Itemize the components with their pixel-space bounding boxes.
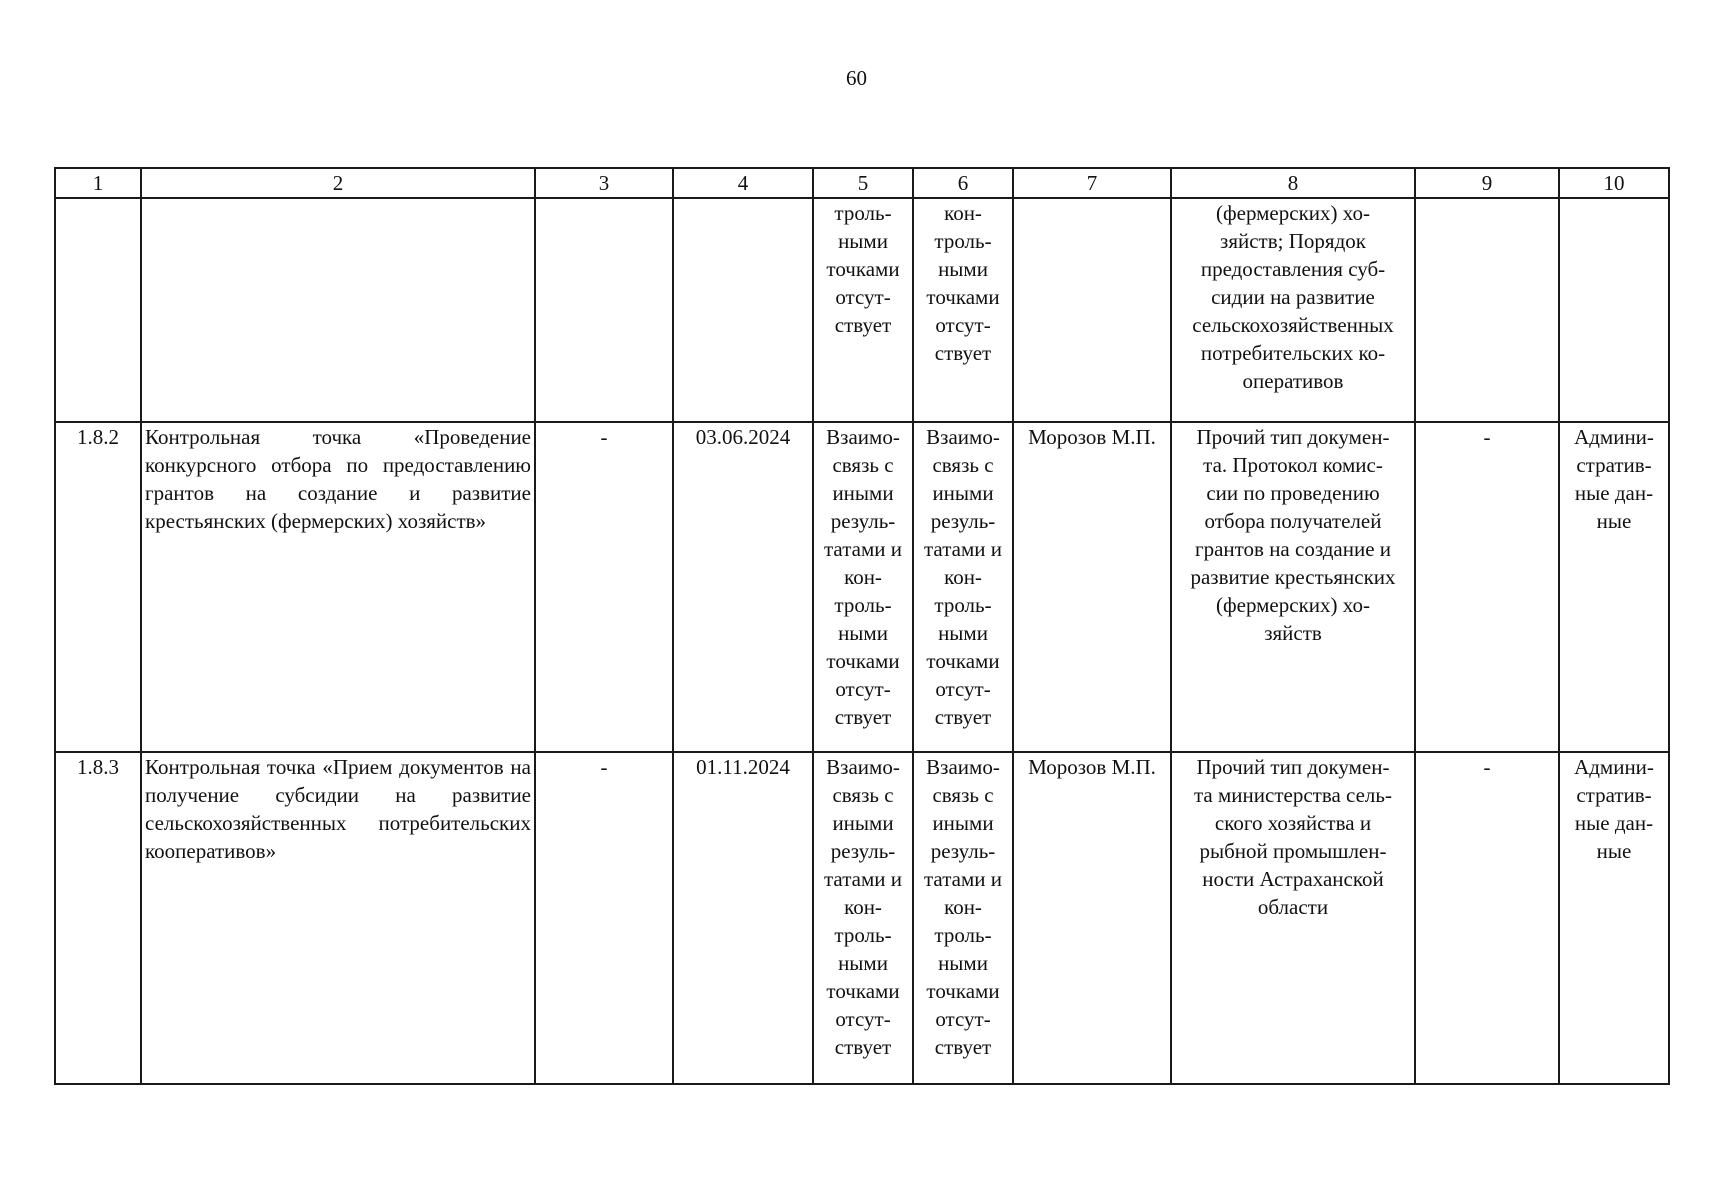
column-header-3: 3	[535, 168, 673, 198]
column-header-9: 9	[1415, 168, 1559, 198]
column-header-4: 4	[673, 168, 813, 198]
table-row	[55, 752, 1669, 1084]
relation-cell-1: Взаимо- связь с иными резуль- татами и кон- троль- ными точками отсут- ствует	[813, 422, 913, 752]
cell-col3: -	[535, 422, 673, 752]
cont-cell-1	[55, 198, 141, 422]
control-point-name: Контрольная точка «Проведение конкурсного отбора по предоставлению грантов на создание и развитие крестьянских (фермерских) хозяйств»	[141, 422, 535, 752]
cont-cell-4	[673, 198, 813, 422]
info-source: Админи- стратив- ные дан- ные	[1559, 422, 1669, 752]
responsible-person: Морозов М.П.	[1013, 752, 1171, 1084]
row-number: 1.8.2	[55, 422, 141, 752]
column-header-2: 2	[141, 168, 535, 198]
column-header-5: 5	[813, 168, 913, 198]
deadline-date: 01.11.2024	[673, 752, 813, 1084]
column-header-7: 7	[1013, 168, 1171, 198]
row-number: 1.8.3	[55, 752, 141, 1084]
cont-cell-7	[1013, 198, 1171, 422]
cell-col3: -	[535, 752, 673, 1084]
cell-col9: -	[1415, 752, 1559, 1084]
responsible-person: Морозов М.П.	[1013, 422, 1171, 752]
document-type: Прочий тип докумен- та. Протокол комис- сии по проведению отбора получателей грантов на создание и развитие крестьянских (фермерских) хо- зяйств	[1171, 422, 1415, 752]
cont-cell-document: (фермерских) хо- зяйств; Порядок предоставления суб- сидии на развитие сельскохозяйственных потребительских ко- оперативов	[1171, 198, 1415, 422]
table-row	[55, 422, 1669, 752]
control-point-name: Контрольная точка «Прием документов на получение субсидии на развитие сельскохозяйственных потребительских кооперативов»	[141, 752, 535, 1084]
cont-cell-2	[141, 198, 535, 422]
continuation-row	[55, 198, 1669, 422]
cont-cell-relation-2: кон- троль- ными точками отсут- ствует	[913, 198, 1013, 422]
relation-cell-2: Взаимо- связь с иными резуль- татами и кон- троль- ными точками отсут- ствует	[913, 752, 1013, 1084]
cell-col9: -	[1415, 422, 1559, 752]
document-type: Прочий тип докумен- та министерства сель- ского хозяйства и рыбной промышлен- ности Астраханской области	[1171, 752, 1415, 1084]
cont-cell-relation-1: троль- ными точками отсут- ствует	[813, 198, 913, 422]
header-row	[55, 168, 1669, 198]
cont-cell-3	[535, 198, 673, 422]
column-header-10: 10	[1559, 168, 1669, 198]
column-header-8: 8	[1171, 168, 1415, 198]
control-points-table	[54, 167, 1670, 1085]
column-header-6: 6	[913, 168, 1013, 198]
relation-cell-1: Взаимо- связь с иными резуль- татами и кон- троль- ными точками отсут- ствует	[813, 752, 913, 1084]
cont-cell-9	[1415, 198, 1559, 422]
deadline-date: 03.06.2024	[673, 422, 813, 752]
cont-cell-10	[1559, 198, 1669, 422]
page-number: 60	[846, 66, 867, 90]
info-source: Админи- стратив- ные дан- ные	[1559, 752, 1669, 1084]
relation-cell-2: Взаимо- связь с иными резуль- татами и кон- троль- ными точками отсут- ствует	[913, 422, 1013, 752]
column-header-1: 1	[55, 168, 141, 198]
